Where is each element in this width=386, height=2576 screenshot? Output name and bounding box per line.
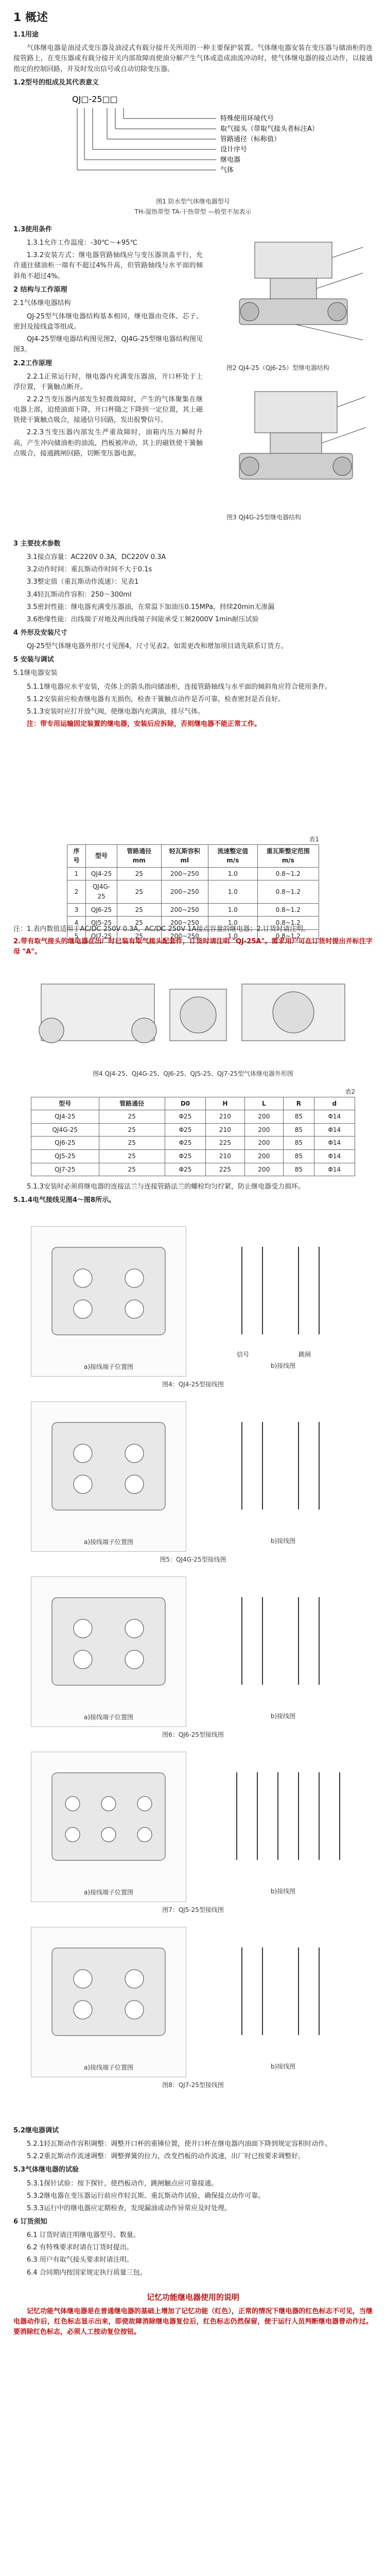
table-row xyxy=(31,1110,355,1124)
cell: 25 xyxy=(99,1163,165,1176)
table1-h5: 重瓦斯整定范围 m/s xyxy=(257,844,319,867)
wiring-fig5-caption: 图5：QJ4G-25型接线图 xyxy=(160,1556,226,1563)
intro-section xyxy=(0,9,386,91)
cell: Φ25 xyxy=(165,1149,205,1163)
model-label-4: 继电器 xyxy=(220,156,241,164)
cell: 2 xyxy=(67,880,86,903)
cell: 25 xyxy=(117,867,161,880)
cell: 200 xyxy=(244,1123,284,1137)
condition-1: 1.3.1允许工作温度：-30℃～+95℃ xyxy=(27,239,137,247)
cell: 200 xyxy=(244,1137,284,1150)
fig2-svg xyxy=(234,227,373,361)
cell: QJ6-25 xyxy=(85,903,117,917)
order-item-3: 6.4 合同期内按国家规定执行质量三包。 xyxy=(27,2268,147,2277)
model-diagram xyxy=(62,88,329,196)
fig3-box xyxy=(234,376,373,510)
structure-item-3: 2.2.2当变压器内部发生轻微故障时，产生的气体聚集在继电器上部，迫使油面下降，开口杯随之下降到一定位置，其上磁铁使干簧触点吸合，接通信号回路，发出报警信号。 xyxy=(13,395,203,425)
wiring-fig8-a: a)接线端子位置图 xyxy=(83,2064,134,2072)
cell: Φ14 xyxy=(314,1149,355,1163)
wiring-fig7-caption: 图7：QJ5-25型接线图 xyxy=(162,1906,224,1913)
cell: 1.0 xyxy=(208,867,257,880)
table2-h4: L xyxy=(244,1097,284,1110)
cell: Φ25 xyxy=(165,1137,205,1150)
cell: 25 xyxy=(117,917,161,930)
table-row xyxy=(31,1163,355,1176)
table-row xyxy=(67,867,319,880)
after-item2-0: 5.3.1探针试验：按下探针，使挡板动作，跳闸触点应可靠接通。 xyxy=(27,2179,218,2188)
after-sub2: 5.3气体继电器的试验 xyxy=(13,2166,79,2174)
after-section xyxy=(0,2123,386,2340)
model-label-0: 特殊使用环境代号 xyxy=(220,115,274,123)
cell: 200~250 xyxy=(161,929,208,943)
cell: QJ7-25 xyxy=(31,1163,99,1176)
cell: 200 xyxy=(244,1110,284,1124)
after-item2-1: 5.3.2继电器在变压器运行前应作轻瓦斯、重瓦斯动作试验，确保接点动作可靠。 xyxy=(27,2192,265,2200)
fig4-box xyxy=(31,969,355,1066)
wiring-fig4-terminal xyxy=(31,1226,186,1377)
cell: 225 xyxy=(206,1137,245,1150)
cell: 225 xyxy=(206,1163,245,1176)
table2-h6: d xyxy=(314,1097,355,1110)
table1-notes xyxy=(0,922,386,959)
cell: 200~250 xyxy=(161,917,208,930)
spec-0: 3.1接点容量：AC220V 0.3A，DC220V 0.3A xyxy=(27,553,166,562)
model-heading: 1.2型号的组成及其代表意义 xyxy=(13,78,99,87)
cell: 25 xyxy=(117,880,161,903)
after-item-1: 5.2.2重瓦斯动作流速调整：调整弹簧的拉力，改变挡板的动作流速，出厂时已按要求调整好。 xyxy=(27,2153,305,2161)
condition-2: 1.3.2安装方式：继电器管路轴线应与变压器顶盖平行，允许通往储油柜一端有不超过4%升高，但管路轴线与水平面的倾斜角不超过4%。 xyxy=(13,251,203,280)
specs-heading: 3 主要技术参数 xyxy=(13,540,61,548)
after-item-0: 5.2.1轻瓦斯动作容积调整：调整开口杯的重锤位置，使开口杯在继电器内油面下降到规定容积时动作。 xyxy=(27,2140,332,2148)
wiring-fig4-signal: 信号 xyxy=(237,1351,250,1358)
order-item-2: 6.3 用户有取气接头要求时请注明。 xyxy=(27,2256,133,2264)
cell: 85 xyxy=(284,1149,314,1163)
wiring-fig7-circuit xyxy=(216,1752,350,1901)
cell: Φ25 xyxy=(165,1110,205,1124)
table2-block xyxy=(31,1087,355,1176)
final-paragraph: 记忆功能气体继电器是在普通继电器的基础上增加了记忆功能（红色），正常的情况下继电器的红色标志不可见，当继电器动作后，红色标志显示出来，即使故障消除继电器复位后，红色标志仍然保留，便于运行人员判断继电器曾动作过。要消除红色标志，必须人工按动复位按钮。 xyxy=(13,2307,373,2336)
cell: QJ4-25 xyxy=(31,1110,99,1124)
after-item2-2: 5.3.3运行中的继电器应定期检查，发现漏油或动作异常应及时处理。 xyxy=(27,2204,232,2212)
cell: 85 xyxy=(284,1163,314,1176)
table1-h3: 轻瓦斯容积 ml xyxy=(161,844,208,867)
cell: 85 xyxy=(284,1137,314,1150)
table2-note: 5.1.3安装时必须将继电器的连接法兰与连接管路法兰的螺栓均匀拧紧，防止继电器受力损坏。 xyxy=(27,1183,305,1191)
install-heading: 5.1继电器安装 xyxy=(13,669,58,677)
cell: 25 xyxy=(99,1149,165,1163)
cell: 1.0 xyxy=(208,880,257,903)
cell: QJ6-25 xyxy=(31,1137,99,1150)
install-warning: 注：带专用运输固定装置的继电器，安装后应拆除，否则继电器不能正常工作。 xyxy=(27,720,261,728)
structure-para: QJ-25型气体继电器结构基本相同，继电器由壳体、芯子、密封及接线盒等组成。 xyxy=(13,312,203,331)
install-item-2: 5.1.3安装时应打开放气阀，使继电器内充满油，排尽气体。 xyxy=(27,707,205,716)
spec-3: 3.4轻瓦斯动作容积：250～300ml xyxy=(27,590,132,599)
appearance-heading: 4 外形及安装尺寸 xyxy=(13,629,67,637)
table2-header-row xyxy=(31,1097,355,1110)
cell: Φ14 xyxy=(314,1123,355,1137)
fig1-sub: TH-湿热带型 TA-干热带型 —般型不加表示 xyxy=(134,208,252,215)
cell: QJ7-25 xyxy=(85,929,117,943)
order-item-0: 6.1 订货时请注明继电器型号、数量。 xyxy=(27,2231,140,2240)
wiring-fig5-a: a)接线端子位置图 xyxy=(83,1538,134,1546)
wiring-fig7-b: b)接线图 xyxy=(270,1888,296,1895)
cell: 3 xyxy=(67,903,86,917)
cell: QJ4-25 xyxy=(85,867,117,880)
cell: 200 xyxy=(244,1149,284,1163)
intro-paragraph: 气体继电器是油浸式变压器及油浸式有载分接开关所用的一种主要保护装置。气体继电器安装在变压器与储油柜的连接管路上，在变压器或有载分接开关内部故障而使油分解产生气体或造成油流冲动时，使气体继电器的接点动作，以接通指定的控制回路，并及时发出信号或自动切除变压器。 xyxy=(13,44,373,73)
cell: 210 xyxy=(206,1123,245,1137)
model-label-2: 管路通径（标称值） xyxy=(220,135,281,143)
table2 xyxy=(31,1097,355,1177)
spec-4: 3.5密封性能：继电器充满变压器油，在常温下加油压0.15MPa，持续20min无渗漏 xyxy=(27,603,275,611)
cell: 5 xyxy=(67,929,86,943)
install-root-heading: 5 安装与调试 xyxy=(13,656,54,664)
table2-h3: H xyxy=(206,1097,245,1110)
table1-h0: 序号 xyxy=(67,844,86,867)
spec-1: 3.2动作时间：重瓦斯动作时间不大于0.1s xyxy=(27,566,152,574)
wiring-fig6-caption: 图6：QJ6-25型接线图 xyxy=(162,1731,224,1738)
table-row xyxy=(67,880,319,903)
table2-h2: D0 xyxy=(165,1097,205,1110)
cell: 85 xyxy=(284,1110,314,1124)
wiring-fig8-b: b)接线图 xyxy=(270,2063,296,2070)
cell: Φ14 xyxy=(314,1163,355,1176)
specs-section xyxy=(0,536,386,732)
wiring-fig7-terminal xyxy=(31,1752,186,1902)
cell: QJ5-25 xyxy=(31,1149,99,1163)
cell: 1.0 xyxy=(208,929,257,943)
after-heading: 5.2继电器调试 xyxy=(13,2127,59,2134)
wiring-fig5-terminal xyxy=(31,1401,186,1552)
wiring-fig8-caption: 图8：QJ7-25型接线图 xyxy=(162,2081,224,2089)
appearance-para: QJ-25型气体继电器外形尺寸见图4，尺寸见表2。如需更改和增加项目请先联系订货方。 xyxy=(27,642,288,651)
model-label-3: 设计序号 xyxy=(220,146,248,154)
wiring-fig6-b: b)接线图 xyxy=(270,1713,296,1720)
fig1-caption: 图1 防水型气体继电器型号 xyxy=(156,198,230,205)
structure-item-0: QJ4-25型继电器结构图见图2，QJ4G-25型继电器结构图见图3。 xyxy=(13,335,203,354)
table1-h2: 管路通径 mm xyxy=(117,844,161,867)
fig4-svg xyxy=(31,969,355,1066)
fig4-caption: 图4 QJ4-25、QJ4G-25、QJ6-25、QJ5-25、QJ7-25型气体继电器外形图 xyxy=(93,1070,293,1077)
structure-item-1: 2.2工作原理 xyxy=(13,359,52,367)
table1-h1: 型号 xyxy=(85,844,117,867)
install-item-0: 5.1.1继电器应水平安装，壳体上的箭头指向储油柜，连接管路轴线与水平面的倾斜角应符合使用条件。 xyxy=(27,683,332,691)
table-row xyxy=(31,1137,355,1150)
table-row xyxy=(67,903,319,917)
table1-note: 注：1.表内数值适用于AC/DC 250V 0.3A，AC/DC 250V 1A接点容量的继电器；2.订货时请注明。 xyxy=(13,925,310,933)
table-row xyxy=(31,1123,355,1137)
wiring-fig6-circuit xyxy=(216,1577,350,1726)
table2-note-block xyxy=(0,1180,386,1209)
model-svg xyxy=(62,88,329,196)
table2-h5: R xyxy=(284,1097,314,1110)
model-label-1: 取气接头（带取气接头者标注A） xyxy=(220,125,319,133)
cell: 0.8~1.2 xyxy=(257,903,319,917)
fig2-box xyxy=(234,227,373,361)
cell: 200~250 xyxy=(161,867,208,880)
fig3-svg xyxy=(234,376,373,510)
cell: QJ4G-25 xyxy=(31,1123,99,1137)
final-heading: 记忆功能继电器使用的说明 xyxy=(146,2292,239,2302)
table1-title: 表1 xyxy=(309,836,319,843)
table1-note-red: 2.带有取气接头的继电器在出厂时已装有取气接头配套件，订货时请注明 "QJ-25A"。需求用户可在订货时提出并标注字母 "A"。 xyxy=(13,938,373,956)
table1-h4: 流速整定值 m/s xyxy=(208,844,257,867)
cell: Φ14 xyxy=(314,1137,355,1150)
wiring-fig4-caption: 图4：QJ4-25型接线图 xyxy=(162,1381,224,1388)
structure-item-2: 2.2.1正常运行时，继电器内充满变压器油，开口杯处于上浮位置，干簧触点断开。 xyxy=(13,372,203,391)
cell: 25 xyxy=(99,1123,165,1137)
fig2-caption: 图2 QJ4-25（QJ6-25）型继电器结构 xyxy=(226,364,329,371)
cell: Φ14 xyxy=(314,1110,355,1124)
wiring-fig5-circuit xyxy=(216,1401,350,1551)
cell: 0.8~1.2 xyxy=(257,880,319,903)
cell: 0.8~1.2 xyxy=(257,867,319,880)
cell: Φ25 xyxy=(165,1163,205,1176)
table2-h0: 型号 xyxy=(31,1097,99,1110)
fig3-caption: 图3 QJ4G-25型继电器结构 xyxy=(226,514,301,521)
cell: 1 xyxy=(67,867,86,880)
table2-h1: 管路通径 xyxy=(99,1097,165,1110)
cell: QJ4G-25 xyxy=(85,880,117,903)
install-item-1: 5.1.2安装前应检查继电器有无损伤，检查干簧触点动作是否可靠，检查密封是否良好。 xyxy=(27,695,285,703)
wiring-fig8-circuit xyxy=(216,1927,350,2076)
wiring-heading: 5.1.4电气接线见图4～图8所示。 xyxy=(13,1196,116,1205)
cell: 210 xyxy=(206,1110,245,1124)
cell: 85 xyxy=(284,1123,314,1137)
conditions-section xyxy=(0,222,216,461)
structure-item-4: 2.2.3当变压器内部发生严重故障时，油箱内压力瞬时升高，产生冲向储油柜的油流，挡板被冲动，其上的磁铁使干簧触点吸合，接通跳闸回路，切断变压器电源。 xyxy=(13,429,203,457)
intro-heading: 1.1用途 xyxy=(13,31,39,39)
cell: 210 xyxy=(206,1149,245,1163)
table-row xyxy=(31,1149,355,1163)
structure-sub: 2.1气体继电器结构 xyxy=(13,299,71,307)
cell: 4 xyxy=(67,917,86,930)
order-item-1: 6.2 有特殊要求时请在订货时提出。 xyxy=(27,2244,133,2252)
wiring-fig4-b: b)接线图 xyxy=(270,1362,296,1369)
table2-title: 表2 xyxy=(345,1088,355,1095)
spec-2: 3.3整定值（重瓦斯动作流速）：见表1 xyxy=(27,578,139,586)
cell: 25 xyxy=(117,903,161,917)
cell: 25 xyxy=(99,1110,165,1124)
wiring-fig4-circuit xyxy=(216,1226,350,1376)
cell: Φ25 xyxy=(165,1123,205,1137)
wiring-fig4-a: a)接线端子位置图 xyxy=(83,1363,134,1371)
page-title: 1 概述 xyxy=(13,11,48,24)
wiring-fig5-b: b)接线图 xyxy=(270,1537,296,1545)
cell: 1.0 xyxy=(208,903,257,917)
wiring-diagrams xyxy=(0,1226,386,2102)
wiring-fig8-terminal xyxy=(31,1927,186,2077)
cell: 200~250 xyxy=(161,903,208,917)
wiring-fig6-terminal xyxy=(31,1577,186,1727)
model-label-5: 气体 xyxy=(220,166,234,174)
table1-header-row xyxy=(67,844,319,867)
cell: 200~250 xyxy=(161,880,208,903)
cell: 25 xyxy=(99,1137,165,1150)
model-code: QJ□-25□□ xyxy=(72,94,118,104)
cell: 0.8~1.2 xyxy=(257,917,319,930)
cell: 1.0 xyxy=(208,917,257,930)
cell: 200 xyxy=(244,1163,284,1176)
structure-heading: 2 结构与工作原理 xyxy=(13,285,67,294)
conditions-heading: 1.3使用条件 xyxy=(13,226,52,233)
cell: 25 xyxy=(117,929,161,943)
cell: QJ5-25 xyxy=(85,917,117,930)
spec-5: 3.6绝缘性能：出线端子对地及两出线端子间能承受工频2000V 1min耐压试验 xyxy=(27,615,259,623)
cell: 0.8~1.2 xyxy=(257,929,319,943)
wiring-fig4-trip: 跳闸 xyxy=(299,1351,311,1358)
order-heading: 6 订货须知 xyxy=(13,2217,47,2226)
wiring-fig6-a: a)接线端子位置图 xyxy=(83,1714,134,1721)
wiring-fig7-a: a)接线端子位置图 xyxy=(83,1889,134,1896)
